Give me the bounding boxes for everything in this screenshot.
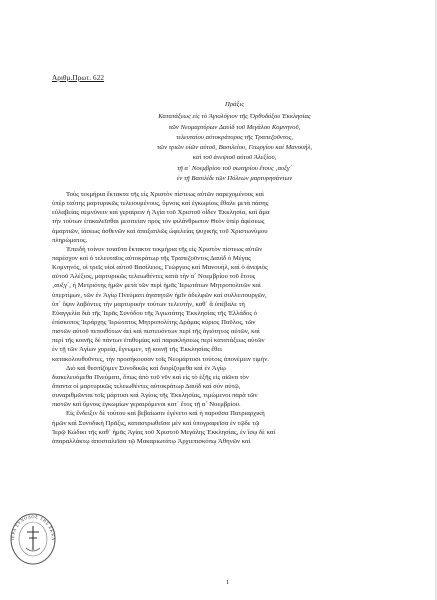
text-line: περὶ τῆς κοινῆς δὲ πάντων ἐπιθυμίας καὶ παρακλήσεως περὶ κατατάξεως αὐτῶν [52,337,265,345]
text-line: ἐν τῇ τῶν Ἁγίων χορείᾳ, ἔγνωμεν, τῇ κοινῇ τῆς Ἐκκλησίας ἔθει [52,346,222,354]
document-body [52,190,407,446]
text-line: ὑπερτίμων, τῶν ἐν Ἁγίῳ Πνεύματι ἀγαπητῶν ἡμῖν ἀδελφῶν καὶ συλλειτουργῶν, [52,291,267,299]
text-line: τὴν τούτων ἐπικαλεῖσθαι μεσιτείαν πρὸς τὸν φιλάνθρωπον Θεὸν ὑπὲρ ἀφέσεως [52,218,265,226]
synod-seal [8,510,58,568]
heading-line: Πράξις [225,101,244,108]
text-line: Διὸ καὶ θεσπίζομεν Συνοδικῶς καὶ διορίζομεθα καὶ ἐν Ἁγίῳ [66,364,226,372]
heading-line: τελευταίου αὐτοκράτορος τῆς Τραπεζοῦντος, [176,133,293,141]
act-heading [60,100,409,184]
text-line: Εἰς ἔνδειξιν δὲ τούτου καὶ βεβαίωσιν ἐγένετο καὶ ἡ παροῦσα Πατριαρχικὴ [66,410,265,418]
heading-line: τῶν τριῶν υἱῶν αὐτοῦ, Βασιλείου, Γεωργίου καὶ Μανουήλ, [156,144,313,152]
svg-text:ΙΕΡΑ ΣΥΝΟΔΟΣ ΤΗΣ ΕΚΚΛΗΣΙΑΣ [8,510,56,541]
text-line: ἁμαρτιῶν, ἰάσεως ἀσθενῶν καὶ ἀπαξαπλῶς ὠφελείας ψυχικῆς τοῦ Χριστωνύμου [52,227,268,235]
text-line: αὐτοῦ Ἀλέξιος, μαρτυρικῶς τελειωθέντες κατὰ τὴν α´ Νοεμβρίου τοῦ ἔτους [52,273,256,281]
text-line: ἡμῶν καὶ Συνοδικὴ Πρᾶξις, καταστρωθεῖσα μὲν καὶ ὑπογραφεῖσα ἐν τῷδε τῷ [52,419,260,427]
text-line: εὐλαβείας σεμνύνειν καὶ γεραίρειν ἡ Ἁγία τοῦ Χριστοῦ οἶδεν Ἐκκλησία, καὶ ἅμα [52,209,270,217]
text-line: ‚αυξγ´, ἡ Μετριότης ἡμῶν μετὰ τῶν περὶ ἡμᾶς Ἱερωτάτων Μητροπολιτῶν καὶ [52,282,261,290]
text-line: ὑπ᾽ ὄψιν λαβόντες τὴν μαρτυρικὴν τούτων τελευτήν, καθ᾽ ἃ ὑπέβαλε τὴ [52,300,245,308]
text-line: συναριθμῶνται τοῖς μάρτυσι καὶ Ἁγίοις τῆς Ἐκκλησίας, τιμώμενοι παρὰ τῶν [52,392,258,400]
seal-text: ΙΕΡΑ ΣΥΝΟΔΟΣ ΤΗΣ ΕΚΚΛ [9,513,57,541]
heading-line: Κατατάξεως εἰς τὸ Ἁγιολόγιον τῆς Ὀρθοδόξου Ἐκκλησίας [158,113,311,121]
text-line: Εὐαγγελία διὰ τῆς Ἱερᾶς Συνόδου τῆς Ἁγιωτάτης Ἐκκλησίας τῆς Ἑλλάδος ὁ [52,309,258,317]
text-line: πληρώματος. [52,236,88,244]
text-line: ἀπαραλλάκτῳ ἀποσταλεῖσα τῷ Μακαριωτάτῳ Ἀρχιεπισκόπῳ Ἀθηνῶν καὶ [52,437,251,445]
text-line: Τοὺς τεκμήρια ἔκτακτα τῆς εἰς Χριστὸν πίστεως αὐτῶν παρεχομένους καὶ [66,191,264,198]
text-line: Κομνηνός, οἱ τρεῖς υἱοὶ αὐτοῦ Βασίλειος, Γεώργιος καὶ Μανουήλ, καὶ ὁ ἀνεψιὸς [52,264,268,272]
text-line: κατακολουθοῦντες, τὴν προσήκουσαν τοῖς Νεομάρτυσι τούτοις ἀπονέμειν τιμήν. [52,355,269,363]
text-line: ὑπὲρ ταύτης μαρτυρικῶς τελειουμένους, ὕμνοις καὶ ἐγκωμίοις ἔθαλε μετὰ πάσης [52,200,269,208]
text-line: διακελευόμεθα Πνεύματι, ὅπως ἀπὸ τοῦ νῦν καὶ εἰς τὸ ἑξῆς εἰς αἰῶνα τὸν [52,373,249,381]
text-line: Ἱερῷ Κώδικι τῆς καθ᾽ ἡμᾶς Ἁγίας τοῦ Χριστοῦ Μεγάλης Ἐκκλησίας, ἐν ἴσῳ δὲ καὶ [52,428,276,436]
protocol-number: Αριθμ.Πρωτ. 622 [52,74,105,82]
text-line: πιστῶν αὐτοῦ πεποιθότων ἀεὶ καὶ πιστευόντων περὶ τῆς ἁγιότητος αὐτῶν, καὶ [52,328,260,336]
page-number: 1 [226,579,230,586]
text-line: παρέσχον καὶ ὁ τελευταῖος αὐτοκράτωρ τῆς Τραπεζοῦντος Δαυὶδ ὁ Μέγας [52,254,251,262]
text-line: πιστῶν καὶ ὕμνοις ἐγκωμίων γεραιρόμενοι κατ᾽ ἔτος τῇ α´ Νοεμβρίου. [52,401,241,409]
heading-line: τῇ α´ Νοεμβρίου τοῦ σωτηρίου ἔτους ‚αυξγ´ [177,164,292,172]
heading-line: καὶ τοῦ ἀνεψιοῦ αὐτοῦ Ἀλεξίου, [192,154,277,162]
text-line: ἐπίσκοπος Ἱεράρχης Ἱερώτατος Μητροπολίτης Δράμας κύριος Παῦλος, τῶν [52,318,256,326]
text-line: ἅπαντα οἱ μαρτυρικῶς τελειωθέντες αὐτοκράτωρ Δαυὶδ καὶ σὺν αὐτῷ, [52,382,241,390]
heading-line: τῶν Νεομαρτύρων Δαυὶδ τοῦ Μεγάλου Κομνηνοῦ, [168,123,301,131]
text-line: Ἐπειδὴ τοίνυν τοιαῦτα ἔκτακτα τεκμήρια τῆς εἰς Χριστὸν πίστεως αὐτῶν [66,245,263,253]
heading-line: ἐν τῇ Βασιλίδι τῶν Πόλεων μαρτυρησάντων [176,175,293,183]
